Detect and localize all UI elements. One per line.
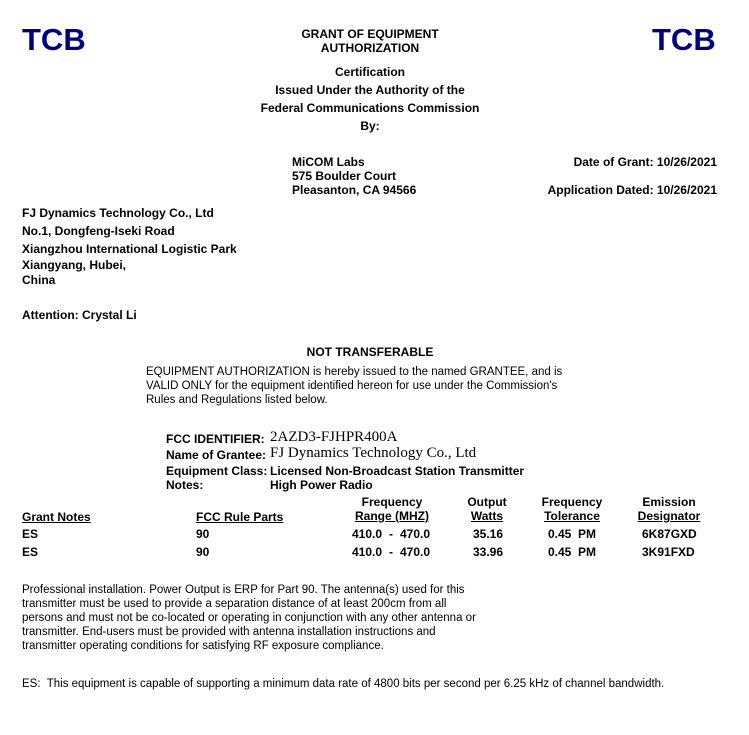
- header-frequency: [340, 495, 444, 523]
- grantee-address-line2: Xiangzhou International Logistic Park: [22, 242, 237, 256]
- header-frequency-bottom: Range (MHZ): [355, 509, 429, 523]
- attention-line: Attention: Crystal Li: [22, 308, 137, 322]
- es-note: ES: This equipment is capable of supporting a minimum data rate of 4800 bits per second per 6.25 kHz of channel bandwidth.: [22, 678, 665, 690]
- row1-freq-high: 470.0: [400, 527, 431, 541]
- header-output: [454, 495, 520, 523]
- header-output-bottom: Watts: [470, 509, 504, 523]
- row2-tolerance: 0.45 PM: [548, 545, 597, 559]
- grantee-address-line3: Xiangyang, Hubei,: [22, 258, 127, 272]
- authority-block: [220, 63, 520, 135]
- issued-label: Issued Under the Authority of the: [275, 83, 465, 97]
- header-tolerance-top: Frequency: [541, 495, 603, 509]
- row1-freq-low: 410.0: [352, 527, 383, 541]
- notes-value: High Power Radio: [270, 478, 373, 492]
- application-dated: Application Dated: 10/26/2021: [547, 183, 717, 197]
- row1-rule: 90: [196, 527, 210, 541]
- grantee-name-value: FJ Dynamics Technology Co., Ltd: [270, 445, 477, 461]
- date-of-grant: Date of Grant: 10/26/2021: [573, 155, 717, 169]
- tcb-logo-left: TCB: [22, 22, 86, 57]
- header-tolerance: [530, 495, 614, 523]
- row2-rule: 90: [196, 545, 210, 559]
- issuer-address: [292, 155, 416, 197]
- issuer-city: Pleasanton, CA 94566: [292, 183, 417, 197]
- row1-notes: ES: [22, 527, 39, 541]
- equipment-class-value: Licensed Non-Broadcast Station Transmitter: [270, 464, 525, 478]
- grant-title: [220, 27, 520, 55]
- row2-freq-dash: -: [389, 545, 393, 559]
- header-output-top: Output: [467, 495, 507, 509]
- row2-emission: 3K91FXD: [642, 545, 695, 559]
- header-emission-bottom: Designator: [637, 509, 701, 523]
- header-grant-notes: Grant Notes: [22, 510, 91, 524]
- tcb-logo-right: TCB: [652, 22, 716, 57]
- fcc-id-value: 2AZD3-FJHPR400A: [270, 429, 398, 445]
- notes-label: Notes:: [166, 478, 204, 492]
- fcc-id-label: FCC IDENTIFIER:: [166, 432, 265, 446]
- grantee-address-line4: China: [22, 273, 56, 287]
- header-emission: [628, 495, 710, 523]
- grant-title-line1: GRANT OF EQUIPMENT: [301, 27, 439, 41]
- by-label: By:: [360, 119, 380, 133]
- row1-emission: 6K87GXD: [642, 527, 697, 541]
- grant-title-line2: AUTHORIZATION: [320, 41, 420, 55]
- row2-watts: 33.96: [473, 545, 504, 559]
- header-frequency-top: Frequency: [361, 495, 423, 509]
- grantee-address: [22, 204, 237, 287]
- commission-label: Federal Communications Commission: [260, 101, 480, 115]
- equipment-class-label: Equipment Class:: [166, 464, 268, 478]
- installation-text: Professional installation. Power Output is ERP for Part 90. The antenna(s) used for this transmitter must be used to provide a separation distance of at least 200cm from all persons and must not be co-located or operating in conjunction with any other antenna or transmitter. End-users must be provided with antenna installation instructions and transmitter operating conditions for satisfying RF exposure compliance.: [22, 584, 476, 652]
- certification-label: Certification: [334, 65, 405, 79]
- row1-freq-dash: -: [389, 527, 393, 541]
- row1-tolerance: 0.45 PM: [548, 527, 597, 541]
- issuer-street: 575 Boulder Court: [292, 169, 397, 183]
- issuer-name: MiCOM Labs: [292, 155, 365, 169]
- grantee-address-name: FJ Dynamics Technology Co., Ltd: [22, 206, 214, 220]
- row2-notes: ES: [22, 545, 39, 559]
- row2-freq-low: 410.0: [352, 545, 383, 559]
- grantee-name-label: Name of Grantee:: [166, 448, 267, 462]
- header-emission-top: Emission: [642, 495, 696, 509]
- authorization-text: EQUIPMENT AUTHORIZATION is hereby issued to the named GRANTEE, and is VALID ONLY for the equipment identified hereon for use under the Commission's Rules and Regulations listed below.: [146, 366, 563, 406]
- not-transferable: NOT TRANSFERABLE: [306, 345, 434, 359]
- header-rule-parts: FCC Rule Parts: [196, 510, 284, 524]
- row2-freq-high: 470.0: [400, 545, 431, 559]
- header-tolerance-bottom: Tolerance: [544, 509, 600, 523]
- grantee-address-line1: No.1, Dongfeng-Iseki Road: [22, 224, 175, 238]
- row1-watts: 35.16: [473, 527, 504, 541]
